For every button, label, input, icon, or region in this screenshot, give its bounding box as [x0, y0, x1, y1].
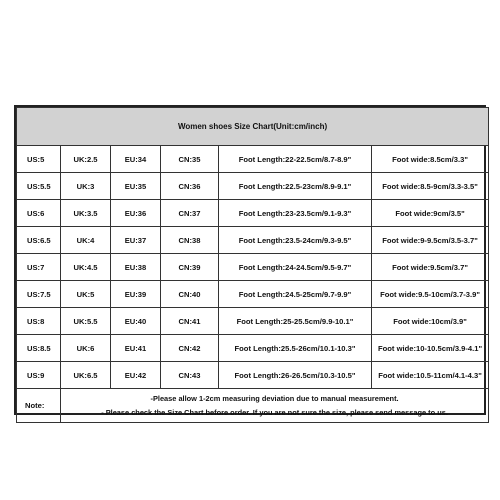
cell-eu: EU:37: [111, 227, 161, 254]
table-row: [17, 281, 489, 308]
cell-foot-length: Foot Length:22.5-23cm/8.9-9.1": [219, 173, 372, 200]
table-row: [17, 227, 489, 254]
cell-uk: UK:6.5: [61, 362, 111, 389]
table-row: [17, 254, 489, 281]
cell-foot-wide: Foot wide:9cm/3.5": [372, 200, 489, 227]
cell-foot-wide: Foot wide:8.5-9cm/3.3-3.5": [372, 173, 489, 200]
cell-cn: CN:41: [161, 308, 219, 335]
cell-uk: UK:4: [61, 227, 111, 254]
cell-eu: EU:36: [111, 200, 161, 227]
cell-us: US:5.5: [17, 173, 61, 200]
table-row: [17, 308, 489, 335]
cell-us: US:7: [17, 254, 61, 281]
note-label: Note:: [17, 389, 61, 423]
cell-foot-wide: Foot wide:10cm/3.9": [372, 308, 489, 335]
cell-foot-length: Foot Length:25-25.5cm/9.9-10.1": [219, 308, 372, 335]
cell-eu: EU:41: [111, 335, 161, 362]
cell-us: US:9: [17, 362, 61, 389]
title-row: [17, 108, 489, 146]
cell-foot-length: Foot Length:26-26.5cm/10.3-10.5": [219, 362, 372, 389]
cell-us: US:8: [17, 308, 61, 335]
cell-us: US:7.5: [17, 281, 61, 308]
note-text: [61, 389, 489, 423]
cell-foot-wide: Foot wide:9.5-10cm/3.7-3.9": [372, 281, 489, 308]
cell-cn: CN:36: [161, 173, 219, 200]
cell-foot-length: Foot Length:22-22.5cm/8.7-8.9": [219, 146, 372, 173]
cell-uk: UK:4.5: [61, 254, 111, 281]
table-row: [17, 146, 489, 173]
cell-cn: CN:42: [161, 335, 219, 362]
cell-cn: CN:35: [161, 146, 219, 173]
cell-cn: CN:37: [161, 200, 219, 227]
cell-eu: EU:39: [111, 281, 161, 308]
cell-uk: UK:2.5: [61, 146, 111, 173]
chart-title: Women shoes Size Chart(Unit:cm/inch): [17, 108, 489, 146]
cell-us: US:5: [17, 146, 61, 173]
cell-cn: CN:43: [161, 362, 219, 389]
cell-eu: EU:38: [111, 254, 161, 281]
cell-us: US:6: [17, 200, 61, 227]
size-chart: [14, 105, 486, 415]
table-row: [17, 335, 489, 362]
cell-foot-wide: Foot wide:9.5cm/3.7": [372, 254, 489, 281]
cell-cn: CN:39: [161, 254, 219, 281]
cell-uk: UK:3.5: [61, 200, 111, 227]
cell-uk: UK:6: [61, 335, 111, 362]
cell-foot-wide: Foot wide:10-10.5cm/3.9-4.1": [372, 335, 489, 362]
cell-foot-length: Foot Length:24.5-25cm/9.7-9.9": [219, 281, 372, 308]
cell-foot-wide: Foot wide:9-9.5cm/3.5-3.7": [372, 227, 489, 254]
cell-foot-length: Foot Length:24-24.5cm/9.5-9.7": [219, 254, 372, 281]
cell-eu: EU:40: [111, 308, 161, 335]
cell-cn: CN:40: [161, 281, 219, 308]
size-chart-table: [16, 107, 489, 423]
note-line: - Please check the Size Chart before order. If you are not sure the size, please send message to us.: [101, 407, 448, 417]
cell-eu: EU:34: [111, 146, 161, 173]
cell-foot-length: Foot Length:23.5-24cm/9.3-9.5": [219, 227, 372, 254]
cell-foot-wide: Foot wide:10.5-11cm/4.1-4.3": [372, 362, 489, 389]
note-row: [17, 389, 489, 423]
table-row: [17, 173, 489, 200]
table-row: [17, 362, 489, 389]
note-line: -Please allow 1-2cm measuring deviation due to manual measurement.: [150, 393, 399, 403]
cell-us: US:6.5: [17, 227, 61, 254]
cell-uk: UK:3: [61, 173, 111, 200]
cell-uk: UK:5: [61, 281, 111, 308]
cell-foot-wide: Foot wide:8.5cm/3.3": [372, 146, 489, 173]
cell-eu: EU:42: [111, 362, 161, 389]
cell-foot-length: Foot Length:23-23.5cm/9.1-9.3": [219, 200, 372, 227]
cell-uk: UK:5.5: [61, 308, 111, 335]
cell-cn: CN:38: [161, 227, 219, 254]
table-row: [17, 200, 489, 227]
cell-eu: EU:35: [111, 173, 161, 200]
cell-foot-length: Foot Length:25.5-26cm/10.1-10.3": [219, 335, 372, 362]
cell-us: US:8.5: [17, 335, 61, 362]
